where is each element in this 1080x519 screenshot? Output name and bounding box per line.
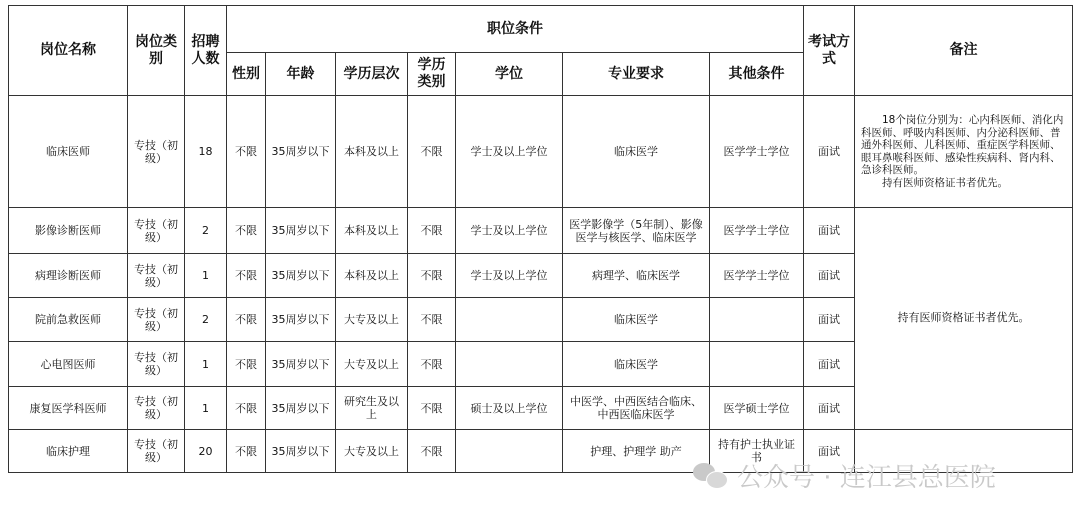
cell-exam: 面试 <box>804 298 855 342</box>
cell-name: 临床护理 <box>9 430 128 473</box>
cell-gender: 不限 <box>227 254 266 298</box>
header-position-name: 岗位名称 <box>9 6 128 96</box>
notes-positions-list: 18个岗位分别为：心内科医师、消化内科医师、呼吸内科医师、内分泌科医师、普通外科医师、儿科医师、重症医学科医师、眼耳鼻喉科医师、感染性疾病科、肾内科、急诊科医师。 <box>861 114 1064 176</box>
cell-count: 2 <box>185 208 227 254</box>
header-position-type: 岗位类别 <box>128 6 185 96</box>
cell-count: 1 <box>185 342 227 387</box>
cell-count: 1 <box>185 254 227 298</box>
cell-gender: 不限 <box>227 298 266 342</box>
cell-type: 专技（初级） <box>128 387 185 430</box>
cell-type: 专技（初级） <box>128 254 185 298</box>
cell-type: 专技（初级） <box>128 96 185 208</box>
header-notes: 备注 <box>855 6 1073 96</box>
cell-edu-level: 研究生及以上 <box>336 387 408 430</box>
cell-major: 临床医学 <box>563 342 710 387</box>
header-hire-count: 招聘人数 <box>185 6 227 96</box>
cell-name: 影像诊断医师 <box>9 208 128 254</box>
table-row <box>9 208 1073 254</box>
cell-count: 20 <box>185 430 227 473</box>
cell-age: 35周岁以下 <box>266 254 336 298</box>
cell-exam: 面试 <box>804 96 855 208</box>
cell-degree: 学士及以上学位 <box>456 208 563 254</box>
cell-major: 中医学、中西医结合临床、中西医临床医学 <box>563 387 710 430</box>
cell-name: 院前急救医师 <box>9 298 128 342</box>
cell-exam: 面试 <box>804 387 855 430</box>
cell-age: 35周岁以下 <box>266 298 336 342</box>
cell-exam: 面试 <box>804 254 855 298</box>
cell-edu-type: 不限 <box>408 254 456 298</box>
cell-edu-level: 大专及以上 <box>336 342 408 387</box>
cell-edu-level: 本科及以上 <box>336 254 408 298</box>
header-gender: 性别 <box>227 53 266 96</box>
cell-degree: 学士及以上学位 <box>456 96 563 208</box>
cell-gender: 不限 <box>227 387 266 430</box>
header-age: 年龄 <box>266 53 336 96</box>
watermark-text: 公众号 · 连江县总医院 <box>737 462 996 493</box>
cell-gender: 不限 <box>227 96 266 208</box>
cell-other: 医学学士学位 <box>710 208 804 254</box>
cell-other: 医学学士学位 <box>710 254 804 298</box>
header-degree: 学位 <box>456 53 563 96</box>
cell-name: 病理诊断医师 <box>9 254 128 298</box>
cell-major: 临床医学 <box>563 298 710 342</box>
cell-other <box>710 342 804 387</box>
cell-age: 35周岁以下 <box>266 387 336 430</box>
header-conditions-group: 职位条件 <box>227 6 804 53</box>
cell-edu-level: 大专及以上 <box>336 298 408 342</box>
cell-edu-level: 本科及以上 <box>336 96 408 208</box>
header-exam-method: 考试方式 <box>804 6 855 96</box>
cell-name: 康复医学科医师 <box>9 387 128 430</box>
cell-edu-type: 不限 <box>408 387 456 430</box>
header-major: 专业要求 <box>563 53 710 96</box>
cell-degree <box>456 430 563 473</box>
cell-count: 1 <box>185 387 227 430</box>
cell-age: 35周岁以下 <box>266 96 336 208</box>
cell-type: 专技（初级） <box>128 430 185 473</box>
cell-degree <box>456 298 563 342</box>
cell-notes-merged: 持有医师资格证书者优先。 <box>855 208 1073 430</box>
cell-edu-type: 不限 <box>408 298 456 342</box>
notes-priority: 持有医师资格证书者优先。 <box>882 176 1008 189</box>
cell-exam: 面试 <box>804 430 855 473</box>
cell-age: 35周岁以下 <box>266 208 336 254</box>
cell-edu-level: 本科及以上 <box>336 208 408 254</box>
cell-count: 18 <box>185 96 227 208</box>
wechat-icon <box>693 461 729 489</box>
cell-degree <box>456 342 563 387</box>
cell-exam: 面试 <box>804 208 855 254</box>
cell-other: 医学学士学位 <box>710 96 804 208</box>
cell-other: 持有护士执业证书 <box>710 430 804 473</box>
cell-edu-type: 不限 <box>408 342 456 387</box>
header-edu-level: 学历层次 <box>336 53 408 96</box>
cell-gender: 不限 <box>227 208 266 254</box>
cell-name: 临床医师 <box>9 96 128 208</box>
cell-major: 临床医学 <box>563 96 710 208</box>
cell-other: 医学硕士学位 <box>710 387 804 430</box>
cell-age: 35周岁以下 <box>266 430 336 473</box>
cell-degree: 硕士及以上学位 <box>456 387 563 430</box>
cell-age: 35周岁以下 <box>266 342 336 387</box>
cell-name: 心电图医师 <box>9 342 128 387</box>
cell-exam: 面试 <box>804 342 855 387</box>
cell-gender: 不限 <box>227 342 266 387</box>
cell-type: 专技（初级） <box>128 298 185 342</box>
cell-other <box>710 298 804 342</box>
table-row <box>9 96 1073 208</box>
cell-edu-type: 不限 <box>408 96 456 208</box>
cell-edu-type: 不限 <box>408 430 456 473</box>
header-other: 其他条件 <box>710 53 804 96</box>
header-row-1 <box>9 6 1073 53</box>
watermark <box>693 458 996 492</box>
cell-type: 专技（初级） <box>128 208 185 254</box>
recruitment-table-wrap <box>8 5 1073 473</box>
cell-count: 2 <box>185 298 227 342</box>
cell-major: 病理学、临床医学 <box>563 254 710 298</box>
cell-degree: 学士及以上学位 <box>456 254 563 298</box>
cell-major: 护理、护理学 助产 <box>563 430 710 473</box>
cell-notes-first <box>855 96 1073 208</box>
cell-type: 专技（初级） <box>128 342 185 387</box>
header-edu-type: 学历类别 <box>408 53 456 96</box>
cell-edu-type: 不限 <box>408 208 456 254</box>
cell-major: 医学影像学（5年制）、影像医学与核医学、临床医学 <box>563 208 710 254</box>
recruitment-table <box>8 5 1073 473</box>
cell-gender: 不限 <box>227 430 266 473</box>
cell-edu-level: 大专及以上 <box>336 430 408 473</box>
